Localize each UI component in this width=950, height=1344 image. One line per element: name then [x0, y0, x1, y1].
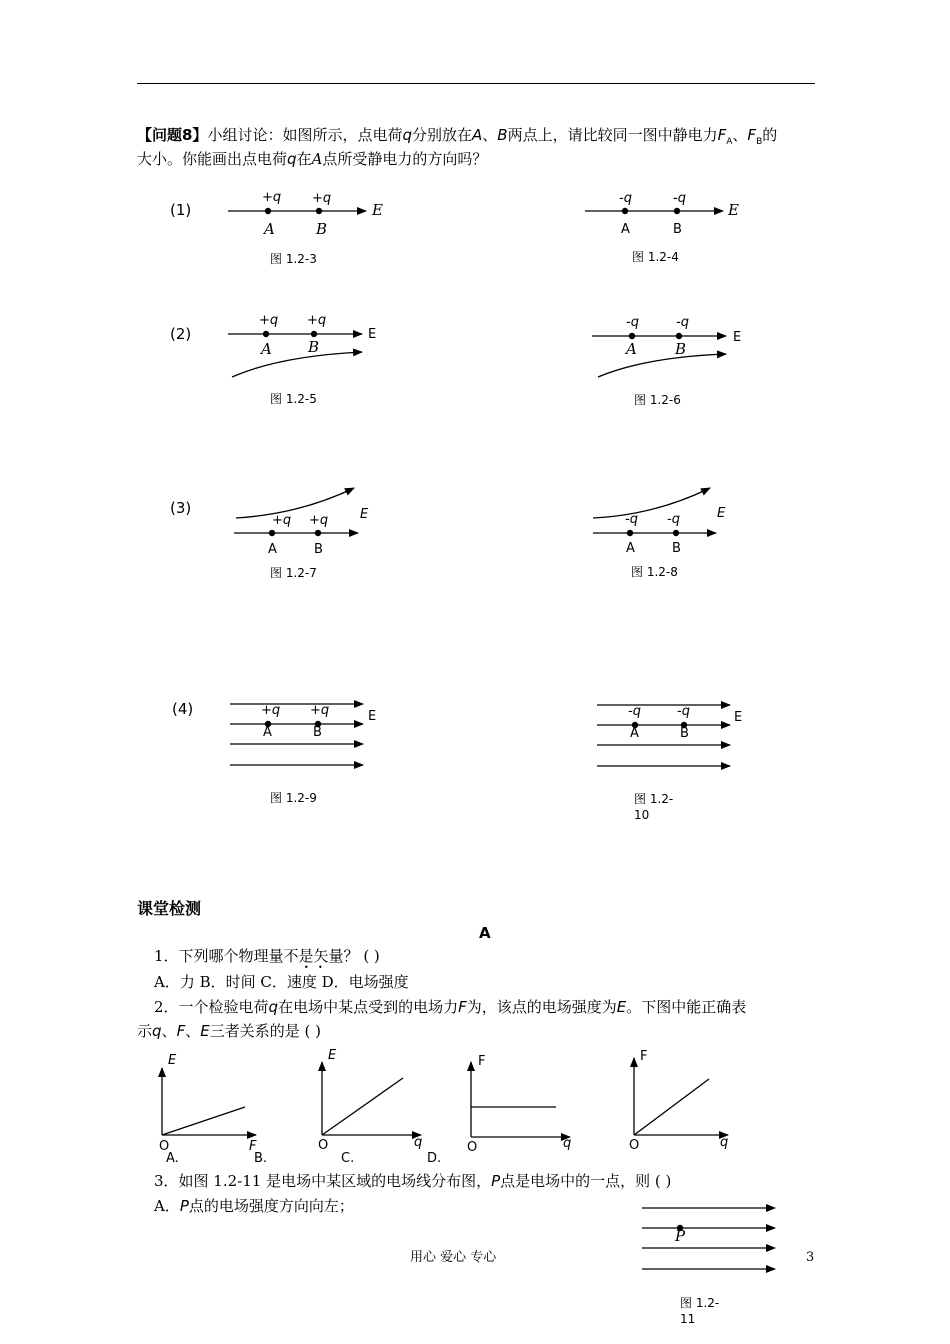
graph-b-line: [322, 1078, 403, 1135]
graph-d-line: [634, 1079, 709, 1135]
emphasis-dot: •: [318, 963, 323, 972]
q2-line2: 示q、F、E三者关系的是 ( ): [137, 1022, 321, 1040]
charge-label: +q: [272, 513, 292, 528]
point-label-b: B: [308, 338, 320, 356]
point-label-b: B: [316, 220, 328, 238]
graph-c-y-label: F: [478, 1054, 486, 1069]
field-label-e: E: [734, 710, 743, 725]
caption-1-2-10: 图 1.2-: [634, 792, 674, 806]
graph-b-option: B.: [254, 1151, 268, 1166]
caption-1-2-11-cont: 11: [680, 1312, 696, 1326]
footer-motto: 用心 爱心 专心: [410, 1250, 497, 1265]
charge-label: -q: [677, 704, 690, 719]
graph-d-origin: O: [629, 1138, 640, 1153]
field-label-e: E: [372, 201, 383, 219]
point-label-a: A: [261, 340, 272, 358]
question8-line1: 【问题8】小组讨论：如图所示，点电荷q分别放在A、B两点上，请比较同一图中静电力$F_A$、$F_B$的: [137, 126, 778, 147]
charge-label: -q: [619, 191, 632, 206]
charge-label: -q: [626, 315, 639, 330]
graph-b-x-label: q: [414, 1135, 423, 1150]
graph-d-y-label: F: [640, 1049, 648, 1064]
caption-1-2-8: 图 1.2-8: [631, 565, 678, 579]
point-label-p: P: [675, 1227, 686, 1245]
caption-1-2-5: 图 1.2-5: [270, 392, 317, 406]
graph-c-origin: O: [467, 1140, 478, 1155]
row-label-1: (1): [170, 201, 192, 219]
charge-label: +q: [307, 313, 327, 328]
charge-label: +q: [261, 703, 281, 718]
curved-field-line-1-5: [232, 352, 362, 377]
question8-line2: 大小。你能画出点电荷q在A点所受静电力的方向吗？: [137, 150, 488, 168]
charge-label: -q: [625, 512, 638, 527]
point-label-b: B: [314, 542, 323, 557]
graph-a-option: A.: [166, 1151, 179, 1166]
field-label-e: E: [728, 201, 739, 219]
q3-option-a: A．P点的电场强度方向向左；: [154, 1197, 354, 1215]
q2-line1: 2．一个检验电荷q在电场中某点受到的电场力F为，该点的电场强度为E。下图中能正确表: [154, 998, 747, 1016]
caption-1-2-7: 图 1.2-7: [270, 566, 317, 580]
point-label-a: A: [264, 220, 275, 238]
row-label-4: (4): [172, 700, 194, 718]
page-number: 3: [806, 1250, 815, 1265]
charge-label: -q: [667, 512, 680, 527]
graph-a-y-label: E: [168, 1053, 177, 1068]
section-title: 课堂检测: [137, 899, 202, 918]
caption-1-2-3: 图 1.2-3: [270, 252, 317, 266]
caption-1-2-10-cont: 10: [634, 808, 650, 822]
charge-label: +q: [262, 190, 282, 205]
field-label-e: E: [360, 507, 369, 522]
field-label-e: E: [733, 330, 742, 345]
row-label-2: (2): [170, 325, 192, 343]
point-label-b: B: [680, 726, 689, 741]
charge-label: +q: [312, 191, 332, 206]
point-label-a: A: [626, 541, 635, 556]
point-label-b: B: [673, 222, 682, 237]
graph-a-line: [162, 1107, 245, 1135]
charge-label: +q: [310, 703, 330, 718]
charge-label: -q: [628, 704, 641, 719]
curved-field-line-1-8: [593, 488, 710, 518]
point-label-a: A: [630, 726, 639, 741]
q1-stem: 1．下列哪个物理量不是矢量？ ( ): [154, 947, 380, 965]
emphasis-dot: •: [304, 963, 309, 972]
q1-options: A．力 B．时间 C．速度 D．电场强度: [154, 973, 409, 991]
point-label-b: B: [675, 340, 687, 358]
graph-c-option: C.: [341, 1151, 355, 1166]
graph-a-origin: O: [159, 1139, 170, 1154]
point-label-a: A: [263, 725, 272, 740]
point-label-a: A: [626, 340, 637, 358]
point-label-b: B: [313, 725, 322, 740]
q3-line1: 3．如图 1.2-11 是电场中某区域的电场线分布图，P点是电场中的一点，则 ( ): [154, 1172, 672, 1190]
charge-label: +q: [309, 513, 329, 528]
point-label-a: A: [268, 542, 277, 557]
graph-c-x-label: q: [563, 1136, 572, 1151]
caption-1-2-6: 图 1.2-6: [634, 393, 681, 407]
caption-1-2-9: 图 1.2-9: [270, 791, 317, 805]
charge-label: +q: [259, 313, 279, 328]
caption-1-2-11: 图 1.2-: [680, 1296, 720, 1310]
row-label-3: (3): [170, 499, 192, 517]
point-label-b: B: [672, 541, 681, 556]
curved-field-line-1-6: [598, 354, 726, 377]
curved-field-line-1-7: [236, 488, 354, 518]
graph-b-origin: O: [318, 1138, 329, 1153]
field-label-e: E: [368, 327, 377, 342]
charge-label: -q: [676, 315, 689, 330]
graph-d-x-label: q: [720, 1135, 729, 1150]
graph-b-y-label: E: [328, 1048, 337, 1063]
point-label-a: A: [621, 222, 630, 237]
graph-d-option: D.: [427, 1151, 442, 1166]
graph-a-x-label: F: [249, 1139, 257, 1154]
field-label-e: E: [717, 506, 726, 521]
charge-label: -q: [673, 191, 686, 206]
field-label-e: E: [368, 709, 377, 724]
caption-1-2-4: 图 1.2-4: [632, 250, 679, 264]
section-level: A: [479, 924, 491, 942]
